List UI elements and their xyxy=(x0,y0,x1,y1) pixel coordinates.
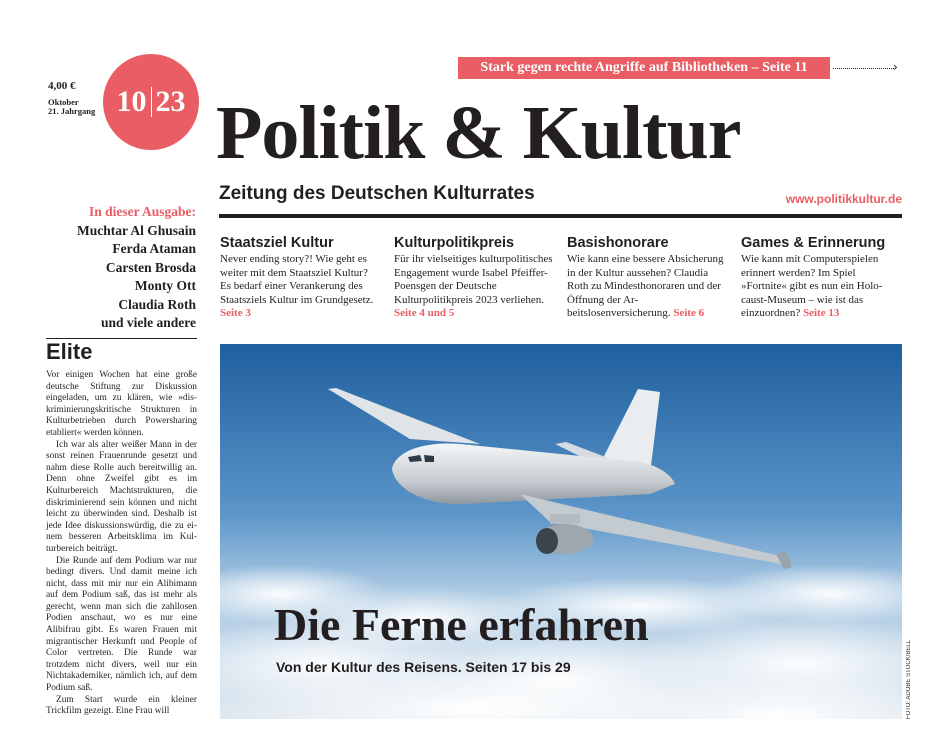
editorial-paragraph: Die Runde auf dem Podium war nur bedingt divers. Und damit meine ich nicht, dass mit mir nur ein Alibimann auf dem Podium saß, das ist mehr als gerecht, wenn man sich die zahllosen Podien anschaut, wo es nur eine Alibifrau gibt. Es waren Frauen mit migrantischer Herkunft und People of Color vertreten. Die Runde war trotzdem nicht divers, weil nur ein Nichtakademiker, nämlich ich, auf dem Podium saß. xyxy=(46,555,197,694)
editorial-paragraph: Vor einigen Wochen hat eine große deutsche Stiftung zur Diskussion eingeladen, um zu klären, wie »diskriminierungskritische Strukturen in Kulturbetrieben durch Powersharing etabliert« werden können. xyxy=(46,370,197,438)
issue-year: 23 xyxy=(155,85,186,118)
website-link[interactable]: www.politikkultur.de xyxy=(785,192,902,206)
editorial-paragraph: Zum Start wurde ein kleiner Trickfilm gezeigt. Eine Frau will xyxy=(46,694,197,717)
teaser-page-ref[interactable]: Seite 3 xyxy=(220,307,251,320)
teaser-games[interactable] xyxy=(741,235,901,321)
teaser-text xyxy=(567,253,727,321)
teaser-title: Basishonorare xyxy=(567,235,669,251)
in-issue-heading: In dieser Ausgabe: xyxy=(88,204,196,219)
in-issue-name: und viele andere xyxy=(100,315,196,330)
in-issue-name: Carsten Brosda xyxy=(105,259,196,275)
masthead-rule xyxy=(219,214,902,218)
in-issue-name: Monty Ott xyxy=(134,278,196,293)
chevron-right-icon: › xyxy=(893,60,898,74)
teaser-basishonorare[interactable] xyxy=(567,235,727,321)
teaser-kulturpolitikpreis[interactable] xyxy=(394,235,554,321)
in-issue-name: Claudia Roth xyxy=(118,296,196,312)
in-issue-name: Ferda Ataman xyxy=(112,241,196,256)
teaser-title: Staatsziel Kultur xyxy=(220,235,334,251)
teaser-title: Games & Erinnerung xyxy=(741,235,886,251)
teaser-page-ref[interactable]: Seite 13 xyxy=(803,307,840,320)
masthead-title: Politik & Kultur xyxy=(216,91,741,175)
teaser-body: Never ending story?! Wie geht es weiter mit dem Staatsziel Kultur? Es bedarf einer Verankerung des Staatsziels Kultur im Grundgesetz. xyxy=(220,253,374,306)
editorial-body xyxy=(46,370,197,718)
teaser-page-ref[interactable]: Seite 4 und 5 xyxy=(394,307,455,320)
price: 4,00 € xyxy=(48,80,76,92)
issue-volume: 21. Jahrgang xyxy=(48,106,96,116)
issue-number: 10 xyxy=(116,85,147,118)
feature-subtitle: Von der Kultur des Reisens. Seiten 17 bis 29 xyxy=(276,659,571,675)
badge-divider xyxy=(151,87,152,117)
teaser-text xyxy=(741,253,901,321)
issue-month: Oktober xyxy=(48,97,79,107)
teaser-body: Für ihr vielseitiges kulturpolitisches Engagement wurde Isabel Pfeiffer-Poensgen der Deutsche Kulturpolitikpreis 2023 verliehen. xyxy=(394,253,553,306)
teaser-page-ref[interactable]: Seite 6 xyxy=(673,307,705,320)
photo-credit: FOTO: ADOBE STOCK/BELL xyxy=(906,640,912,720)
editorial-paragraph: Ich war als alter weißer Mann in der sonst reinen Frauenrunde gesetzt und nahm diese Rolle auch bereitwillig an. Denn ohne Zweifel gibt es im Kulturbereich Machtstrukturen, die diskriminierend sein können und nicht leicht zu überwinden sind. Deshalb ist jede Idee diskussionswürdig, die zu einem besseren Arbeitsklima im Kulturbereich beiträgt. xyxy=(46,439,197,554)
in-issue-name: Muchtar Al Ghusain xyxy=(76,222,196,238)
teaser-staatsziel[interactable] xyxy=(220,235,380,321)
teaser-text xyxy=(220,253,380,321)
banner-divider xyxy=(833,68,896,69)
teaser-title: Kulturpolitikpreis xyxy=(394,235,515,251)
masthead-subtitle: Zeitung des Deutschen Kulturrates xyxy=(219,183,535,204)
headline-banner[interactable]: Stark gegen rechte Angriffe auf Bibliotheken – Seite 11 xyxy=(458,57,830,79)
issue-number-badge xyxy=(103,54,199,150)
feature-title[interactable]: Die Ferne erfahren xyxy=(274,599,649,650)
editorial-title: Elite xyxy=(46,339,93,364)
teaser-body: Wie kann mit Computerspielen erinnert werden? Im Spiel »Fortnite« gibt es nun ein Holocaust-Museum – wie ist das einzuordnen? xyxy=(741,253,883,320)
issue-meta xyxy=(48,98,95,116)
teaser-body: Wie kann eine bessere Absicherung in der Kultur aussehen? Claudia Roth zu Mindesthonoraren und der Öffnung der Arbeitslosenversicherung. xyxy=(567,253,724,320)
in-issue-list xyxy=(30,203,196,333)
teaser-text xyxy=(394,253,554,321)
